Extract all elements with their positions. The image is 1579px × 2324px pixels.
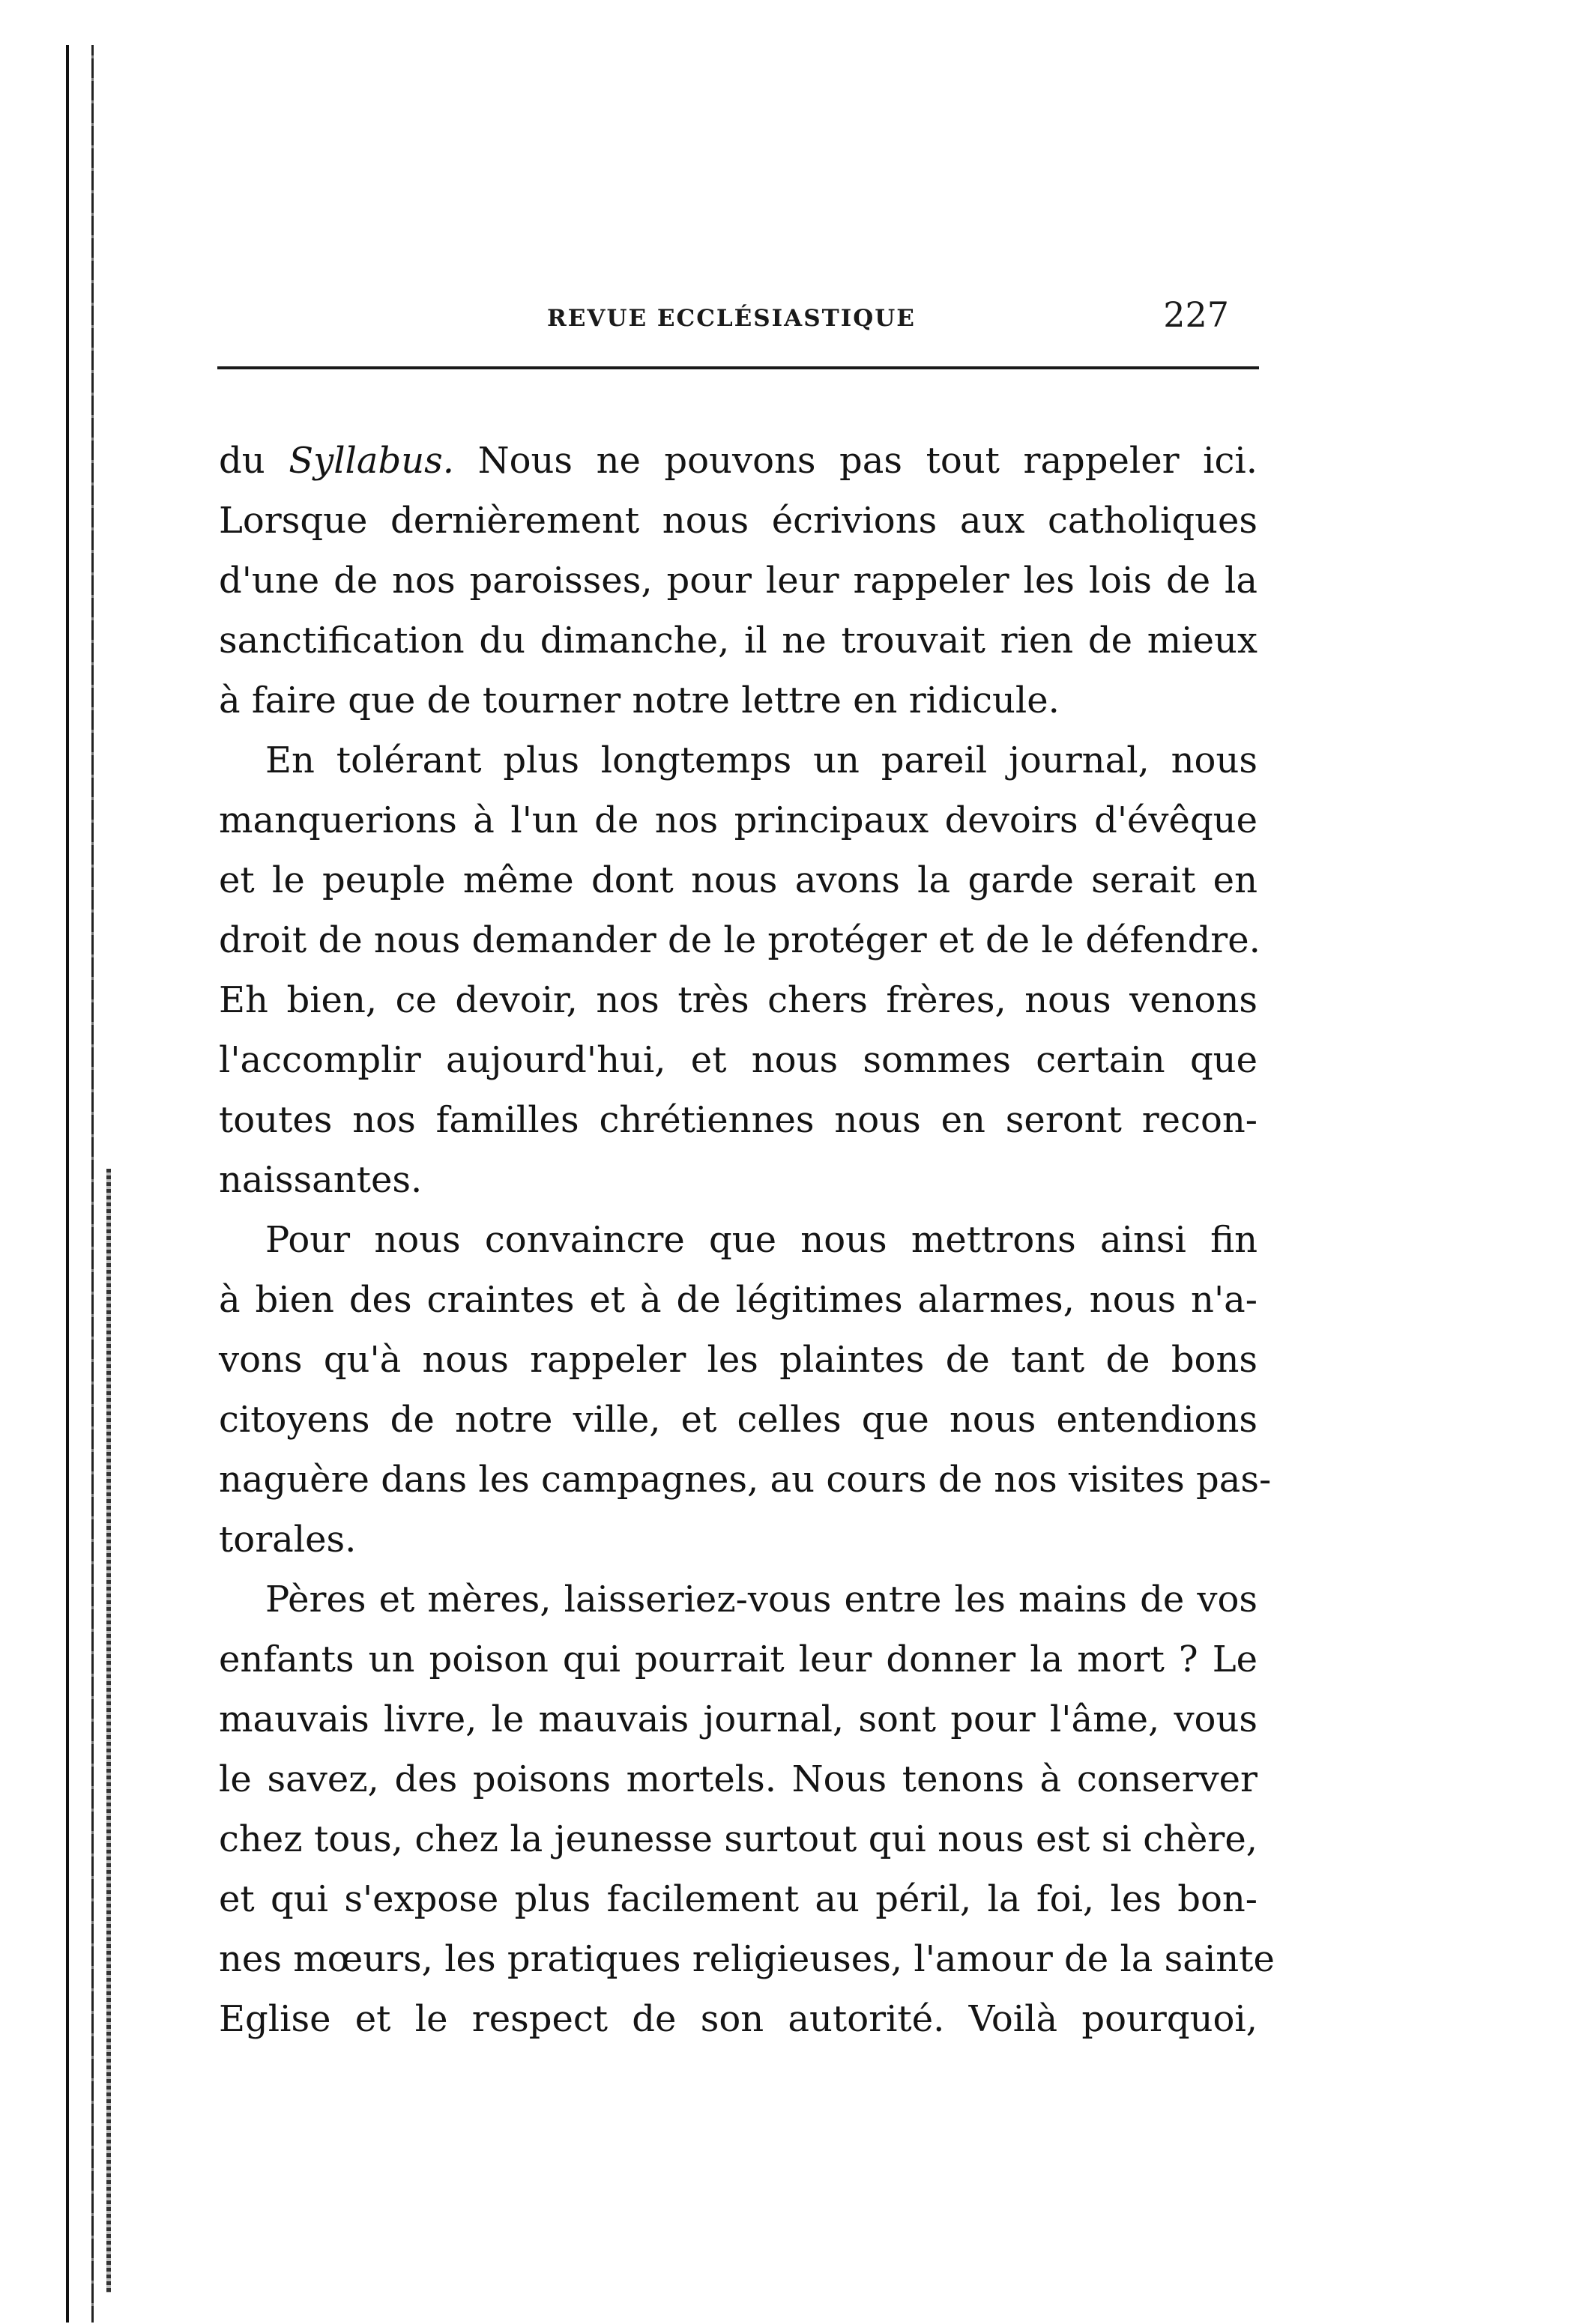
running-head: REVUE ECCLÉSIASTIQUE <box>547 305 916 332</box>
page-binding-edge <box>52 45 120 2323</box>
text-line: Pour nous convaincre que nous mettrons ainsi fin <box>265 1219 1258 1261</box>
text-line: manquerions à l'un de nos principaux devoirs d'évêque <box>219 799 1258 841</box>
text-line: enfants un poison qui pourrait leur donner la mort ? Le <box>219 1638 1258 1680</box>
text-line: le savez, des poisons mortels. Nous tenons à conserver <box>219 1758 1258 1800</box>
text-line: citoyens de notre ville, et celles que nous entendions <box>219 1399 1258 1441</box>
text-line: Pères et mères, laisseriez-vous entre les mains de vos <box>265 1579 1258 1621</box>
text-line: et le peuple même dont nous avons la garde serait en <box>219 859 1258 901</box>
body-text <box>219 431 1275 2049</box>
text-line: nes mœurs, les pratiques religieuses, l'amour de la sainte <box>219 1938 1275 1980</box>
page-number: 227 <box>1163 294 1229 335</box>
binding-shadow-line <box>106 1169 111 2293</box>
italic-term: Syllabus. <box>289 440 455 482</box>
text-line: naissantes. <box>219 1159 423 1201</box>
header-rule <box>217 366 1259 369</box>
text-line: et qui s'expose plus facilement au péril, la foi, les bon- <box>219 1878 1258 1920</box>
text-line: l'accomplir aujourd'hui, et nous sommes certain que <box>219 1039 1258 1081</box>
text-line: En tolérant plus longtemps un pareil journal, nous <box>265 739 1258 781</box>
binding-shadow-line <box>91 45 94 2323</box>
binding-shadow-line <box>66 45 69 2323</box>
text-line: à faire que de tourner notre lettre en ridicule. <box>219 680 1060 721</box>
text-line: droit de nous demander de le protéger et de le défendre. <box>219 919 1261 961</box>
text-line: Lorsque dernièrement nous écrivions aux catholiques <box>219 500 1258 542</box>
text-line: Eh bien, ce devoir, nos très chers frères, nous venons <box>219 979 1258 1021</box>
text-line: naguère dans les campagnes, au cours de nos visites pas- <box>219 1459 1272 1501</box>
text-line: torales. <box>219 1519 357 1561</box>
page-header <box>217 294 1259 339</box>
text-line: Eglise et le respect de son autorité. Voilà pourquoi, <box>219 1998 1258 2040</box>
text-line: toutes nos familles chrétiennes nous en seront recon- <box>219 1099 1258 1141</box>
text-line: vons qu'à nous rappeler les plaintes de tant de bons <box>219 1339 1258 1381</box>
text-line: du Syllabus. Nous ne pouvons pas tout rappeler ici. <box>219 440 1258 482</box>
text-line: d'une de nos paroisses, pour leur rappeler les lois de la <box>219 560 1258 602</box>
text-line: chez tous, chez la jeunesse surtout qui nous est si chère, <box>219 1818 1258 1860</box>
text-line: mauvais livre, le mauvais journal, sont pour l'âme, vous <box>219 1698 1258 1740</box>
text-line: sanctification du dimanche, il ne trouvait rien de mieux <box>219 620 1258 662</box>
text-line: à bien des craintes et à de légitimes alarmes, nous n'a- <box>219 1279 1258 1321</box>
